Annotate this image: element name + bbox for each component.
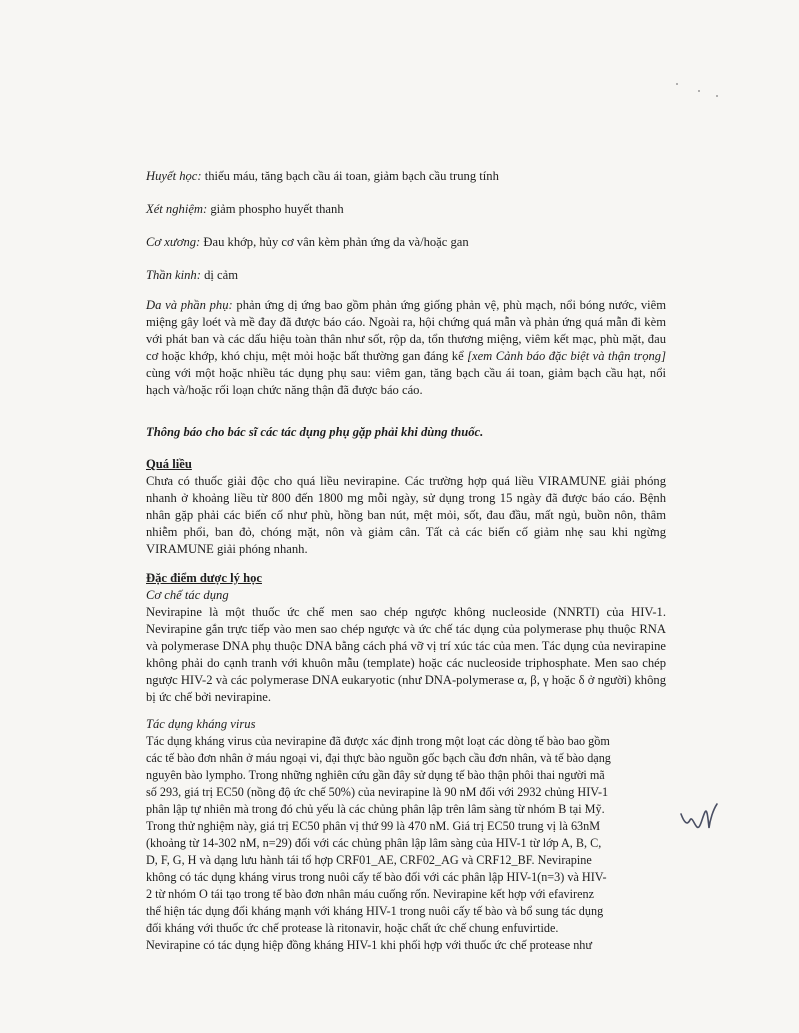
antiviral-line: Trong thử nghiệm này, giá trị EC50 phân vị thứ 99 là 470 nM. Giá trị EC50 trung vị là 63nM [146,819,601,833]
test-text: giảm phospho huyết thanh [207,202,344,216]
overdose-text: Chưa có thuốc giải độc cho quá liều nevirapine. Các trường hợp quá liều VIRAMUNE giải phóng nhanh ở khoảng liều từ 800 đến 1800 mg mỗi ngày, sử dụng trong 15 ngày đã được báo cáo. Bệnh nhân gặp phải các biến cố như phù, hồng ban nút, mệt mỏi, sốt, đau đầu, mất ngủ, buồn nôn, thâm nhiễm phổi, ban đỏ, chóng mặt, nôn và giảm cân. Tất cả các biến cố giảm nhẹ sau khi ngừng VIRAMUNE giải phóng nhanh. [146,474,666,556]
antiviral-line: thể hiện tác dụng đối kháng mạnh với kháng HIV-1 trong nuôi cấy tế bào và bổ sung tác dụng [146,904,604,918]
antiviral-line: Tác dụng kháng virus của nevirapine đã được xác định trong một loạt các dòng tế bào bao gồm [146,734,610,748]
pharmacology-heading: Đặc điểm dược lý học [146,571,262,585]
antiviral-line: các tế bào đơn nhân ở máu ngoại vi, đại thực bào nguồn gốc bạch cầu đơn nhân, và tế bào dạng [146,751,611,765]
antiviral-line: không có tác dụng kháng virus trong nuôi cấy tế bào đối với các phân lập HIV-1(n=3) và HIV- [146,870,607,884]
musculo-line [146,234,666,251]
neuro-line [146,267,666,284]
antiviral-line: phân lập tự nhiên mà trong đó chủ yếu là các chủng phân lập trên lâm sàng từ nhóm B tại Mỹ. [146,802,605,816]
skin-reference: [xem Cảnh báo đặc biệt và thận trọng] [467,349,666,363]
mechanism-text: Nevirapine là một thuốc ức chế men sao chép ngược không nucleoside (NNRTI) của HIV-1. Nevirapine gắn trực tiếp vào men sao chép ngược và ức chế tác dụng của polymerase phụ thuộc RNA và polymerase DNA phụ thuộc DNA bằng cách phá vỡ vị trí xúc tác của men. Tác dụng của nevirapine không phải do cạnh tranh với khuôn mẫu (template) hoặc các nucleoside triphosphate. Men sao chép ngược HIV-2 và các polymerase DNA eukaryotic (như DNA-polymerase α, β, γ hoặc δ ở người) không bị ức chế bởi nevirapine. [146,605,666,704]
mechanism-title: Cơ chế tác dụng [146,588,229,602]
antiviral-line: Nevirapine có tác dụng hiệp đồng kháng HIV-1 khi phối hợp với thuốc ức chế protease như [146,938,593,952]
neuro-label: Thần kinh: [146,268,201,282]
physician-notice: Thông báo cho bác sĩ các tác dụng phụ gặp phải khi dùng thuốc. [146,425,484,439]
test-label: Xét nghiệm: [146,202,208,216]
scan-speck [676,83,678,85]
skin-text-1: phản ứng dị ứng bao gồm phản ứng giống phản vệ, phù mạch, nổi bóng nước, viêm miệng gây loét và mề đay đã được báo cáo. Ngoài ra, hội chứng quá mẫn và phản ứng quá mẫn đi kèm với phát ban và các dấu hiệu toàn thân như sốt, rộp da, tổn thương miệng, viêm kết mạc, phù mặt, đau cơ hoặc khớp, khó chịu, mệt mỏi hoặc bất thường gan đáng kể [146,298,667,363]
antiviral-line: số 293, giá trị EC50 (nồng độ ức chế 50%) của nevirapine là 90 nM đối với 2932 chủng HIV-1 [146,785,609,799]
antiviral-line: (khoảng từ 14-302 nM, n=29) đối với các chủng phân lập lâm sàng của HIV-1 từ lớp A, B, C, [146,836,602,850]
skin-label: Da và phần phụ: [146,298,233,312]
scan-speck [698,90,700,92]
antiviral-paragraph [146,733,666,954]
handwritten-initials [678,800,720,836]
overdose-heading: Quá liều [146,457,192,471]
mechanism-paragraph [146,604,666,706]
blood-line [146,168,666,185]
antiviral-line: D, F, G, H và dạng lưu hành tái tổ hợp CRF01_AE, CRF02_AG và CRF12_BF. Nevirapine [146,853,592,867]
antiviral-line: đối kháng với thuốc ức chế protease là ritonavir, hoặc chất ức chế chung enfuvirtide. [146,921,559,935]
blood-label: Huyết học: [146,169,202,183]
blood-text: thiếu máu, tăng bạch cầu ái toan, giảm bạch cầu trung tính [201,169,499,183]
skin-paragraph [146,297,666,399]
musculo-text: Đau khớp, hủy cơ vân kèm phản ứng da và/hoặc gan [200,235,469,249]
scan-speck [716,95,718,97]
test-line [146,201,666,218]
antiviral-line: nguyên bào lympho. Trong những nghiên cứu gần đây sử dụng tế bào thận phôi thai người mã [146,768,605,782]
antiviral-title: Tác dụng kháng virus [146,717,256,731]
skin-text-2: cùng với một hoặc nhiều tác dụng phụ sau: viêm gan, tăng bạch cầu ái toan, giảm bạch cầu hạt, nổi hạch và/hoặc rối loạn chức năng thận đã được báo cáo. [146,366,666,397]
antiviral-line: 2 từ nhóm O tái tạo trong tế bào đơn nhân máu cuống rốn. Nevirapine kết hợp với efavirenz [146,887,594,901]
overdose-paragraph [146,473,666,558]
neuro-text: dị cảm [200,268,238,282]
musculo-label: Cơ xương: [146,235,201,249]
